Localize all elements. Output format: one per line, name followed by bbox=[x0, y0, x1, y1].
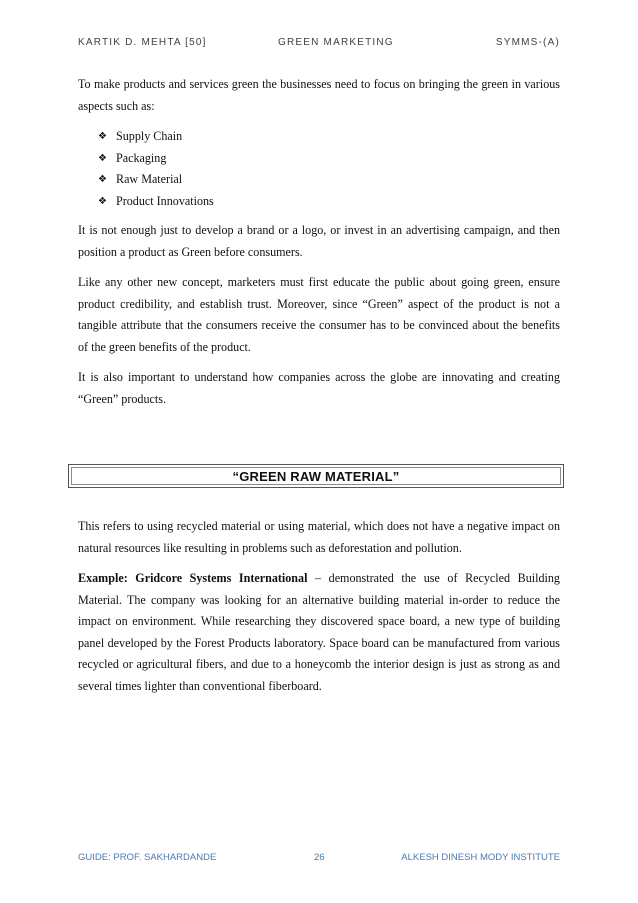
brand-paragraph: It is not enough just to develop a brand or a logo, or invest in an advertising campaign, and then position a product as Green before consumers. bbox=[78, 223, 560, 259]
header-section: SYMMS-(A) bbox=[495, 36, 560, 48]
header-title: GREEN MARKETING bbox=[278, 36, 394, 48]
example-paragraph bbox=[78, 568, 560, 697]
diamond-flower-icon: ❖ bbox=[98, 152, 107, 164]
header-author: KARTIK D. MEHTA [50] bbox=[78, 36, 207, 48]
innovation-paragraph: It is also important to understand how companies across the globe are innovating and creating “Green” products. bbox=[78, 370, 560, 406]
footer-guide: GUIDE: PROF. SAKHARDANDE bbox=[78, 852, 217, 863]
list-item-label: Raw Material bbox=[116, 172, 183, 186]
list-item-label: Product Innovations bbox=[116, 193, 214, 208]
diamond-flower-icon: ❖ bbox=[98, 174, 107, 185]
list-item bbox=[98, 191, 560, 213]
example-label: Example: Gridcore Systems International bbox=[78, 571, 308, 585]
list-item bbox=[98, 126, 560, 148]
section-intro-paragraph: This refers to using recycled material or using material, which does not have a negative impact on natural resources like resulting in problems such as deforestation and pollution. bbox=[78, 519, 560, 555]
list-item bbox=[98, 148, 560, 170]
page-footer bbox=[78, 852, 560, 866]
section-title: “GREEN RAW MATERIAL” bbox=[232, 468, 400, 484]
page-number: 26 bbox=[314, 852, 325, 863]
section-content bbox=[78, 516, 560, 706]
intro-paragraph: To make products and services green the businesses need to focus on bringing the green in various aspects such as: bbox=[78, 77, 560, 113]
aspects-list bbox=[78, 126, 560, 212]
footer-institute: ALKESH DINESH MODY INSTITUTE bbox=[401, 852, 560, 863]
education-paragraph: Like any other new concept, marketers must first educate the public about going green, ensure product credibility, and establish trust. Moreover, since “Green” aspect of the product is not a tangible attribute that the consumers receive the consumer has to be convinced about the benefits of the green benefits of the product. bbox=[78, 275, 560, 354]
section-heading-box bbox=[68, 464, 564, 488]
list-item-label: Packaging bbox=[116, 150, 167, 165]
list-item bbox=[98, 169, 560, 191]
list-item-label: Supply Chain bbox=[116, 129, 183, 143]
page-header bbox=[78, 34, 560, 50]
main-content bbox=[78, 74, 560, 419]
diamond-flower-icon: ❖ bbox=[98, 131, 107, 142]
example-text: – demonstrated the use of Recycled Building Material. The company was looking for an alternative building material in-order to reduce the impact on environment. While researching they discovered space board, a new type of building panel developed by the Forest Products laboratory. Space board can be manufactured from various recycled or agricultural fibers, and due to a honeycomb the interior design is just as strong as and several times lighter than conventional fiberboard. bbox=[78, 571, 560, 693]
diamond-flower-icon: ❖ bbox=[98, 195, 107, 207]
